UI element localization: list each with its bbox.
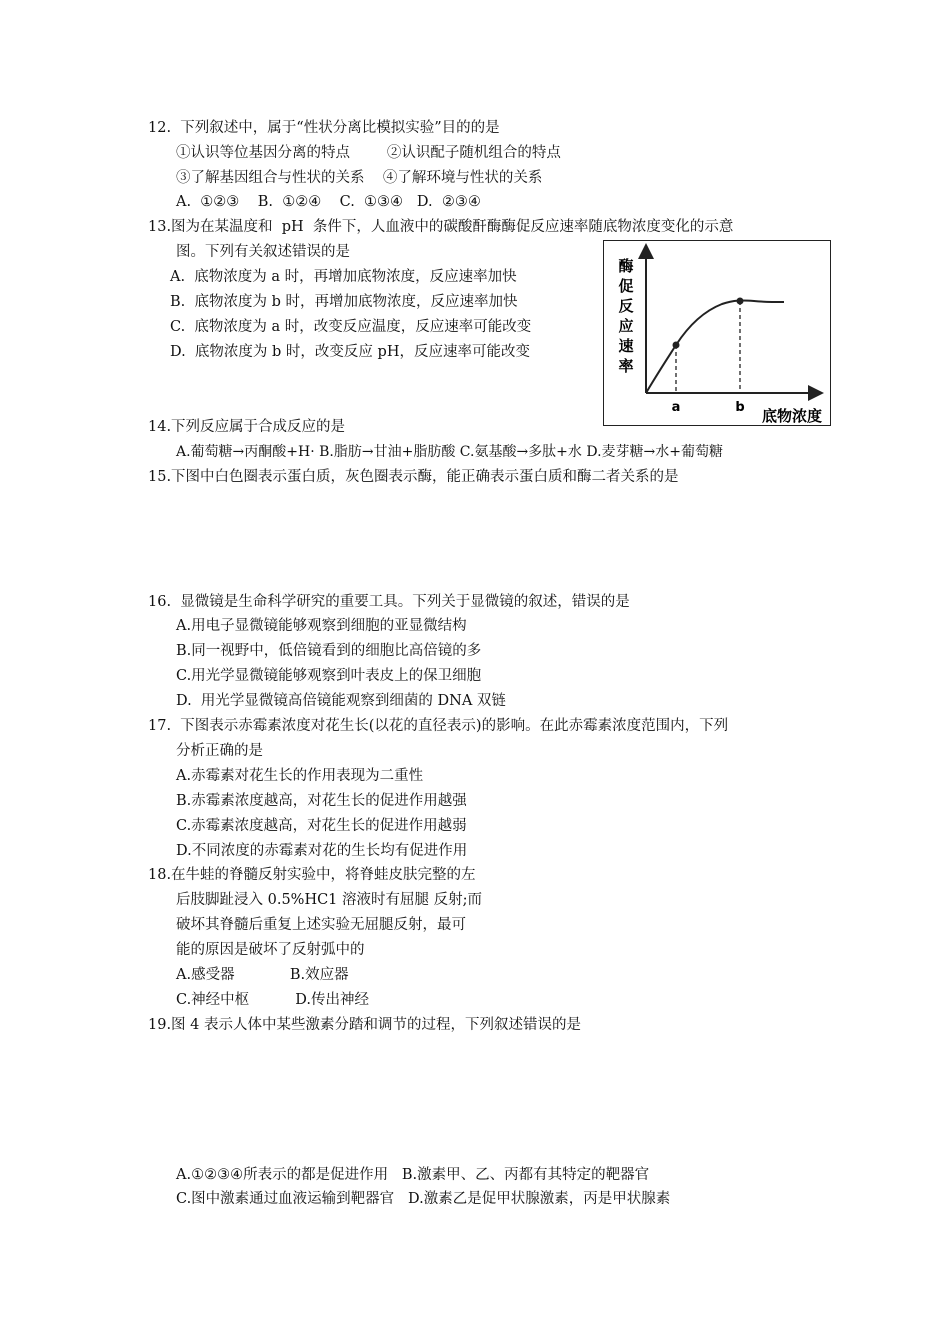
q14-options: A.葡萄糖→丙酮酸+H· B.脂肪→甘油+脂肪酸 C.氨基酸→多肽+水 D.麦芽糖→水+葡萄糖 (176, 444, 723, 460)
q17-option-a: A.赤霉素对花生长的作用表现为二重性 (176, 768, 424, 784)
q18-options-cd: C.神经中枢 D.传出神经 (176, 992, 369, 1008)
q18-stem: 18.在牛蛙的脊髓反射实验中，将脊蛙皮肤完整的左 (148, 867, 476, 883)
ylabel-char-4: 应 (618, 317, 634, 335)
q16-option-b: B.同一视野中，低倍镜看到的细胞比高倍镜的多 (176, 643, 482, 659)
q16-option-a: A.用电子显微镜能够观察到细胞的亚显微结构 (176, 618, 467, 634)
point-b (737, 298, 744, 305)
q15-stem: 15.下图中白色圈表示蛋白质，灰色圈表示酶，能正确表示蛋白质和酶二者关系的是 (148, 469, 679, 485)
q18-options-ab: A.感受器 B.效应器 (176, 967, 349, 983)
ylabel-char-5: 速 (618, 337, 634, 355)
ylabel-char-1: 酶 (618, 257, 634, 275)
q13-figure (603, 240, 831, 426)
tick-a: a (671, 400, 681, 415)
rate-curve (646, 300, 784, 393)
q14-stem: 14.下列反应属于合成反应的是 (148, 419, 346, 435)
q19-options-ab: A.①②③④所表示的都是促进作用 B.激素甲、乙、丙都有其特定的靶器官 (176, 1167, 650, 1183)
q18-stem-3: 破坏其脊髓后重复上述实验无屈腿反射，最可 (176, 917, 466, 933)
q16-option-d: D. 用光学显微镜高倍镜能观察到细菌的 DNA 双链 (176, 693, 506, 709)
q16-stem: 16. 显微镜是生命科学研究的重要工具。下列关于显微镜的叙述，错误的是 (148, 594, 630, 610)
ylabel-char-3: 反 (618, 297, 634, 315)
xlabel: 底物浓度 (761, 407, 823, 425)
q12-line-2: ③了解基因组合与性状的关系 ④了解环境与性状的关系 (176, 170, 543, 186)
tick-b: b (735, 400, 745, 415)
q13-option-c: C. 底物浓度为 a 时，改变反应温度，反应速率可能改变 (170, 319, 532, 335)
q17-option-b: B.赤霉素浓度越高，对花生长的促进作用越强 (176, 793, 467, 809)
q17-option-c: C.赤霉素浓度越高，对花生长的促进作用越弱 (176, 818, 467, 834)
q17-stem-2: 分析正确的是 (176, 743, 263, 759)
q16-option-c: C.用光学显微镜能够观察到叶表皮上的保卫细胞 (176, 668, 482, 684)
q13-option-a: A. 底物浓度为 a 时，再增加底物浓度，反应速率加快 (170, 269, 517, 285)
ylabel-char-2: 促 (618, 277, 634, 295)
q17-option-d: D.不同浓度的赤霉素对花的生长均有促进作用 (176, 843, 468, 859)
q13-option-b: B. 底物浓度为 b 时，再增加底物浓度，反应速率加快 (170, 294, 518, 310)
q13-curve-figure (604, 241, 830, 425)
q18-stem-2: 后肢脚趾浸入 0.5%HC1 溶液时有屈腿 反射;而 (176, 892, 483, 908)
q18-stem-4: 能的原因是破坏了反射弧中的 (176, 942, 365, 958)
q19-stem: 19.图 4 表示人体中某些激素分踏和调节的过程，下列叙述错误的是 (148, 1017, 582, 1033)
q19-options-cd: C.图中激素通过血液运输到靶器官 D.激素乙是促甲状腺激素，丙是甲状腺素 (176, 1191, 671, 1207)
q12-options: A. ①②③ B. ①②④ C. ①③④ D. ②③④ (176, 194, 481, 210)
q13-stem-2: 图。下列有关叙述错误的是 (176, 244, 350, 260)
q12-line-1: ①认识等位基因分离的特点 ②认识配子随机组合的特点 (176, 145, 561, 161)
ylabel-char-6: 率 (618, 357, 634, 375)
q12-stem: 12. 下列叙述中，属于“性状分离比模拟实验”目的的是 (148, 120, 500, 136)
q13-option-d: D. 底物浓度为 b 时，改变反应 pH，反应速率可能改变 (170, 344, 530, 360)
q13-stem: 13.图为在某温度和 pH 条件下，人血液中的碳酸酐酶酶促反应速率随底物浓度变化的示意 (148, 219, 734, 235)
q17-stem: 17. 下图表示赤霉素浓度对花生长(以花的直径表示)的影响。在此赤霉素浓度范围内，下列 (148, 718, 729, 734)
point-a (673, 342, 680, 349)
